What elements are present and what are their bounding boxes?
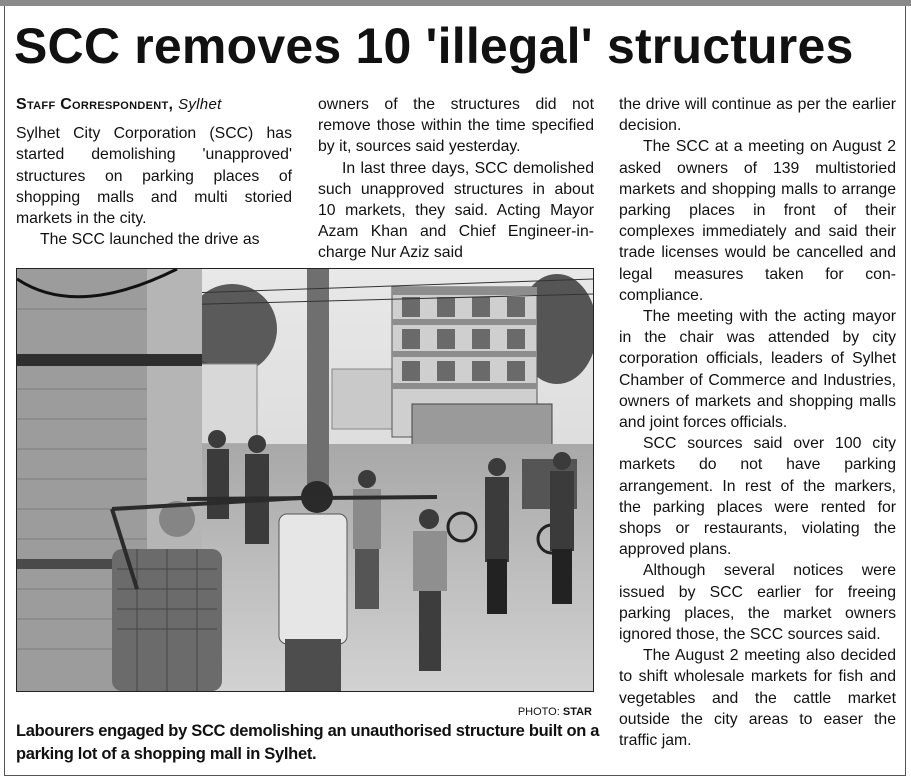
byline-location: Sylhet bbox=[178, 96, 222, 113]
byline-author: Staff Correspondent, bbox=[16, 96, 174, 113]
column-2 bbox=[318, 94, 594, 264]
paragraph: The SCC at a meeting on August 2 asked owners of 139 multistoried markets and shopping malls to arrange parking places in front of their complexes immediately and said their trade licenses would be cancelled and legal measures taken for con-compliance. bbox=[619, 138, 896, 304]
photo-credit-source: STAR bbox=[562, 706, 592, 718]
photo-illustration bbox=[17, 269, 593, 691]
paragraph: The meeting with the acting mayor in the chair was attended by city corporation officials, leaders of Sylhet Chamber of Commerce and Industries, owners of markets and shopping malls and joint forces officials. bbox=[619, 308, 896, 432]
paragraph: The August 2 meeting also decided to shift wholesale markets for fish and vegetables and the cattle market outside the city areas to easer the traffic jam. bbox=[619, 647, 896, 750]
headline: SCC removes 10 'illegal' structures bbox=[14, 18, 854, 74]
paragraph: In last three days, SCC demolished such unapproved structures in about 10 markets, they said. Acting Mayor Azam Khan and Chief Engineer-in-charge Nur Aziz said bbox=[318, 159, 594, 262]
paragraph: owners of the structures did not remove those within the time specified by it, sources said yesterday. bbox=[318, 96, 594, 156]
paragraph: Sylhet City Corporation (SCC) has started demolishing 'unapproved' structures on parking places of shopping malls and multi storied markets in the city. bbox=[16, 125, 292, 228]
paragraph: the drive will continue as per the earlier decision. bbox=[619, 96, 896, 135]
paragraph: Although several notices were issued by SCC earlier for freeing parking places, the market owners ignored those, the SCC sources said. bbox=[619, 562, 896, 644]
photo-credit-label: PHOTO: bbox=[517, 706, 560, 718]
byline bbox=[16, 94, 292, 115]
photo-caption: Labourers engaged by SCC demolishing an unauthorised structure built on a parking lot of a shopping mall in Sylhet. bbox=[16, 722, 600, 763]
column-1 bbox=[16, 94, 292, 250]
news-photo bbox=[16, 268, 594, 692]
photo-credit bbox=[400, 706, 592, 718]
paragraph: The SCC launched the drive as bbox=[40, 231, 260, 249]
paragraph: SCC sources said over 100 city markets do not have parking arrangement. In rest of the markers, the parking places were rented for shops or restaurants, violating the approved plans. bbox=[619, 435, 896, 559]
column-3 bbox=[619, 94, 896, 751]
